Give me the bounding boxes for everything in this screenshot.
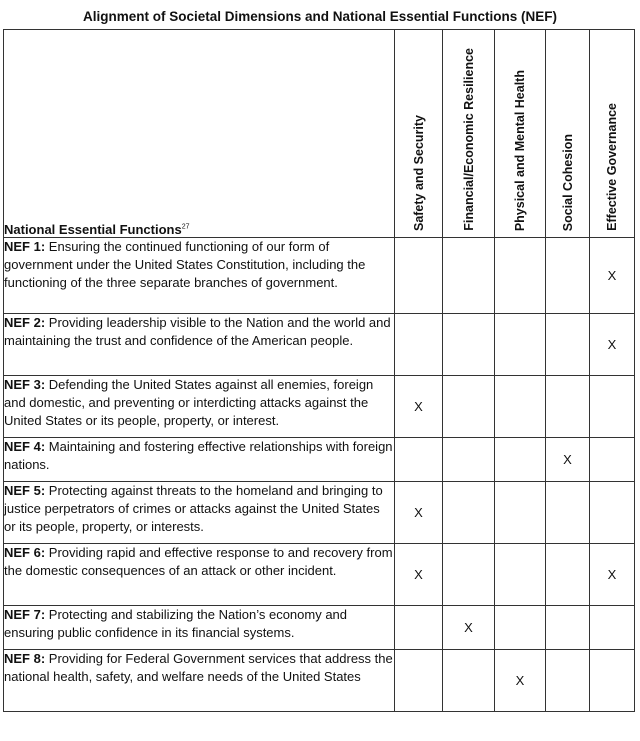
alignment-mark: X	[607, 567, 617, 582]
alignment-cell	[546, 544, 590, 606]
nef-function-cell	[4, 606, 395, 650]
alignment-cell	[443, 314, 495, 376]
corner-header	[4, 30, 395, 238]
nef-description: Protecting against threats to the homeland and bringing to justice perpetrators of crimes or attacks against the United States or its people, property, or interests.	[4, 483, 383, 534]
dimension-label: Financial/Economic Resilience	[461, 48, 476, 231]
table-title: Alignment of Societal Dimensions and National Essential Functions (NEF)	[82, 9, 558, 24]
dimension-label: Safety and Security	[411, 114, 426, 231]
nef-description: Providing for Federal Government services that address the national health, safety, and welfare needs of the United States	[4, 651, 393, 684]
table-row	[4, 376, 635, 438]
nef-function-cell	[4, 438, 395, 482]
table-row	[4, 238, 635, 314]
alignment-cell	[443, 238, 495, 314]
nef-id: NEF 1:	[4, 239, 46, 254]
nef-description: Providing rapid and effective response to and recovery from the domestic consequences of an attack or other incident.	[4, 545, 393, 578]
alignment-cell	[590, 238, 635, 314]
alignment-mark: X	[464, 620, 473, 635]
dimension-header-safety	[395, 30, 443, 238]
alignment-cell	[590, 650, 635, 712]
alignment-cell	[443, 482, 495, 544]
header-row	[4, 30, 635, 238]
alignment-cell	[443, 544, 495, 606]
alignment-cell	[395, 438, 443, 482]
alignment-cell	[546, 376, 590, 438]
nef-id: NEF 4:	[4, 439, 46, 454]
nef-function-cell	[4, 314, 395, 376]
alignment-cell	[546, 438, 590, 482]
alignment-cell	[590, 544, 635, 606]
alignment-cell	[590, 376, 635, 438]
alignment-cell	[395, 482, 443, 544]
alignment-cell	[590, 482, 635, 544]
alignment-cell	[546, 314, 590, 376]
dimension-label: Effective Governance	[605, 103, 619, 231]
dimension-header-social	[546, 30, 590, 238]
alignment-cell	[495, 314, 546, 376]
dimension-label: Social Cohesion	[560, 133, 575, 231]
alignment-cell	[495, 238, 546, 314]
nef-description: Ensuring the continued functioning of our form of government under the United States Constitution, including the functioning of the three separate branches of government.	[4, 239, 366, 290]
nef-description: Defending the United States against all enemies, foreign and domestic, and preventing or interdicting attacks against the United States or its people, property, or interest.	[4, 377, 374, 428]
table-row	[4, 650, 635, 712]
nef-id: NEF 3:	[4, 377, 46, 392]
alignment-cell	[590, 438, 635, 482]
nef-function-cell	[4, 544, 395, 606]
dimension-header-health	[495, 30, 546, 238]
alignment-cell	[395, 376, 443, 438]
alignment-cell	[495, 438, 546, 482]
alignment-cell	[395, 314, 443, 376]
alignment-cell	[443, 606, 495, 650]
nef-id: NEF 7:	[4, 607, 46, 622]
dimension-label: Physical and Mental Health	[513, 69, 527, 231]
nef-description: Providing leadership visible to the Nation and the world and maintaining the trust and confidence of the American people.	[4, 315, 391, 348]
table-row	[4, 606, 635, 650]
alignment-cell	[443, 650, 495, 712]
alignment-cell	[495, 650, 546, 712]
alignment-cell	[590, 314, 635, 376]
alignment-mark: X	[515, 673, 525, 688]
alignment-cell	[590, 606, 635, 650]
alignment-cell	[495, 482, 546, 544]
nef-description: Protecting and stabilizing the Nation’s economy and ensuring public confidence in its financial systems.	[4, 607, 348, 640]
nef-id: NEF 5:	[4, 483, 46, 498]
nef-id: NEF 8:	[4, 651, 46, 666]
alignment-cell	[443, 376, 495, 438]
alignment-cell	[443, 438, 495, 482]
table-row	[4, 544, 635, 606]
alignment-mark: X	[414, 505, 423, 520]
nef-function-cell	[4, 238, 395, 314]
footnote-marker: 27	[181, 223, 190, 231]
alignment-mark: X	[563, 452, 572, 467]
alignment-mark: X	[607, 337, 617, 352]
alignment-cell	[495, 544, 546, 606]
dimension-header-financial	[443, 30, 495, 238]
dimension-header-governance	[590, 30, 635, 238]
alignment-cell	[495, 606, 546, 650]
alignment-cell	[495, 376, 546, 438]
alignment-mark: X	[414, 399, 423, 414]
nef-function-cell	[4, 650, 395, 712]
nef-function-cell	[4, 376, 395, 438]
nef-description: Maintaining and fostering effective relationships with foreign nations.	[4, 439, 393, 472]
alignment-cell	[546, 606, 590, 650]
alignment-cell	[395, 544, 443, 606]
alignment-mark: X	[607, 268, 617, 283]
alignment-cell	[546, 482, 590, 544]
alignment-mark: X	[414, 567, 423, 582]
nef-function-cell	[4, 482, 395, 544]
alignment-cell	[395, 238, 443, 314]
nef-id: NEF 2:	[4, 315, 46, 330]
alignment-cell	[395, 650, 443, 712]
alignment-cell	[546, 650, 590, 712]
table-row	[4, 314, 635, 376]
corner-label: National Essential Functions	[4, 222, 182, 237]
nef-alignment-table	[3, 29, 635, 712]
table-row	[4, 438, 635, 482]
table-row	[4, 482, 635, 544]
alignment-cell	[395, 606, 443, 650]
nef-id: NEF 6:	[4, 545, 46, 560]
alignment-cell	[546, 238, 590, 314]
